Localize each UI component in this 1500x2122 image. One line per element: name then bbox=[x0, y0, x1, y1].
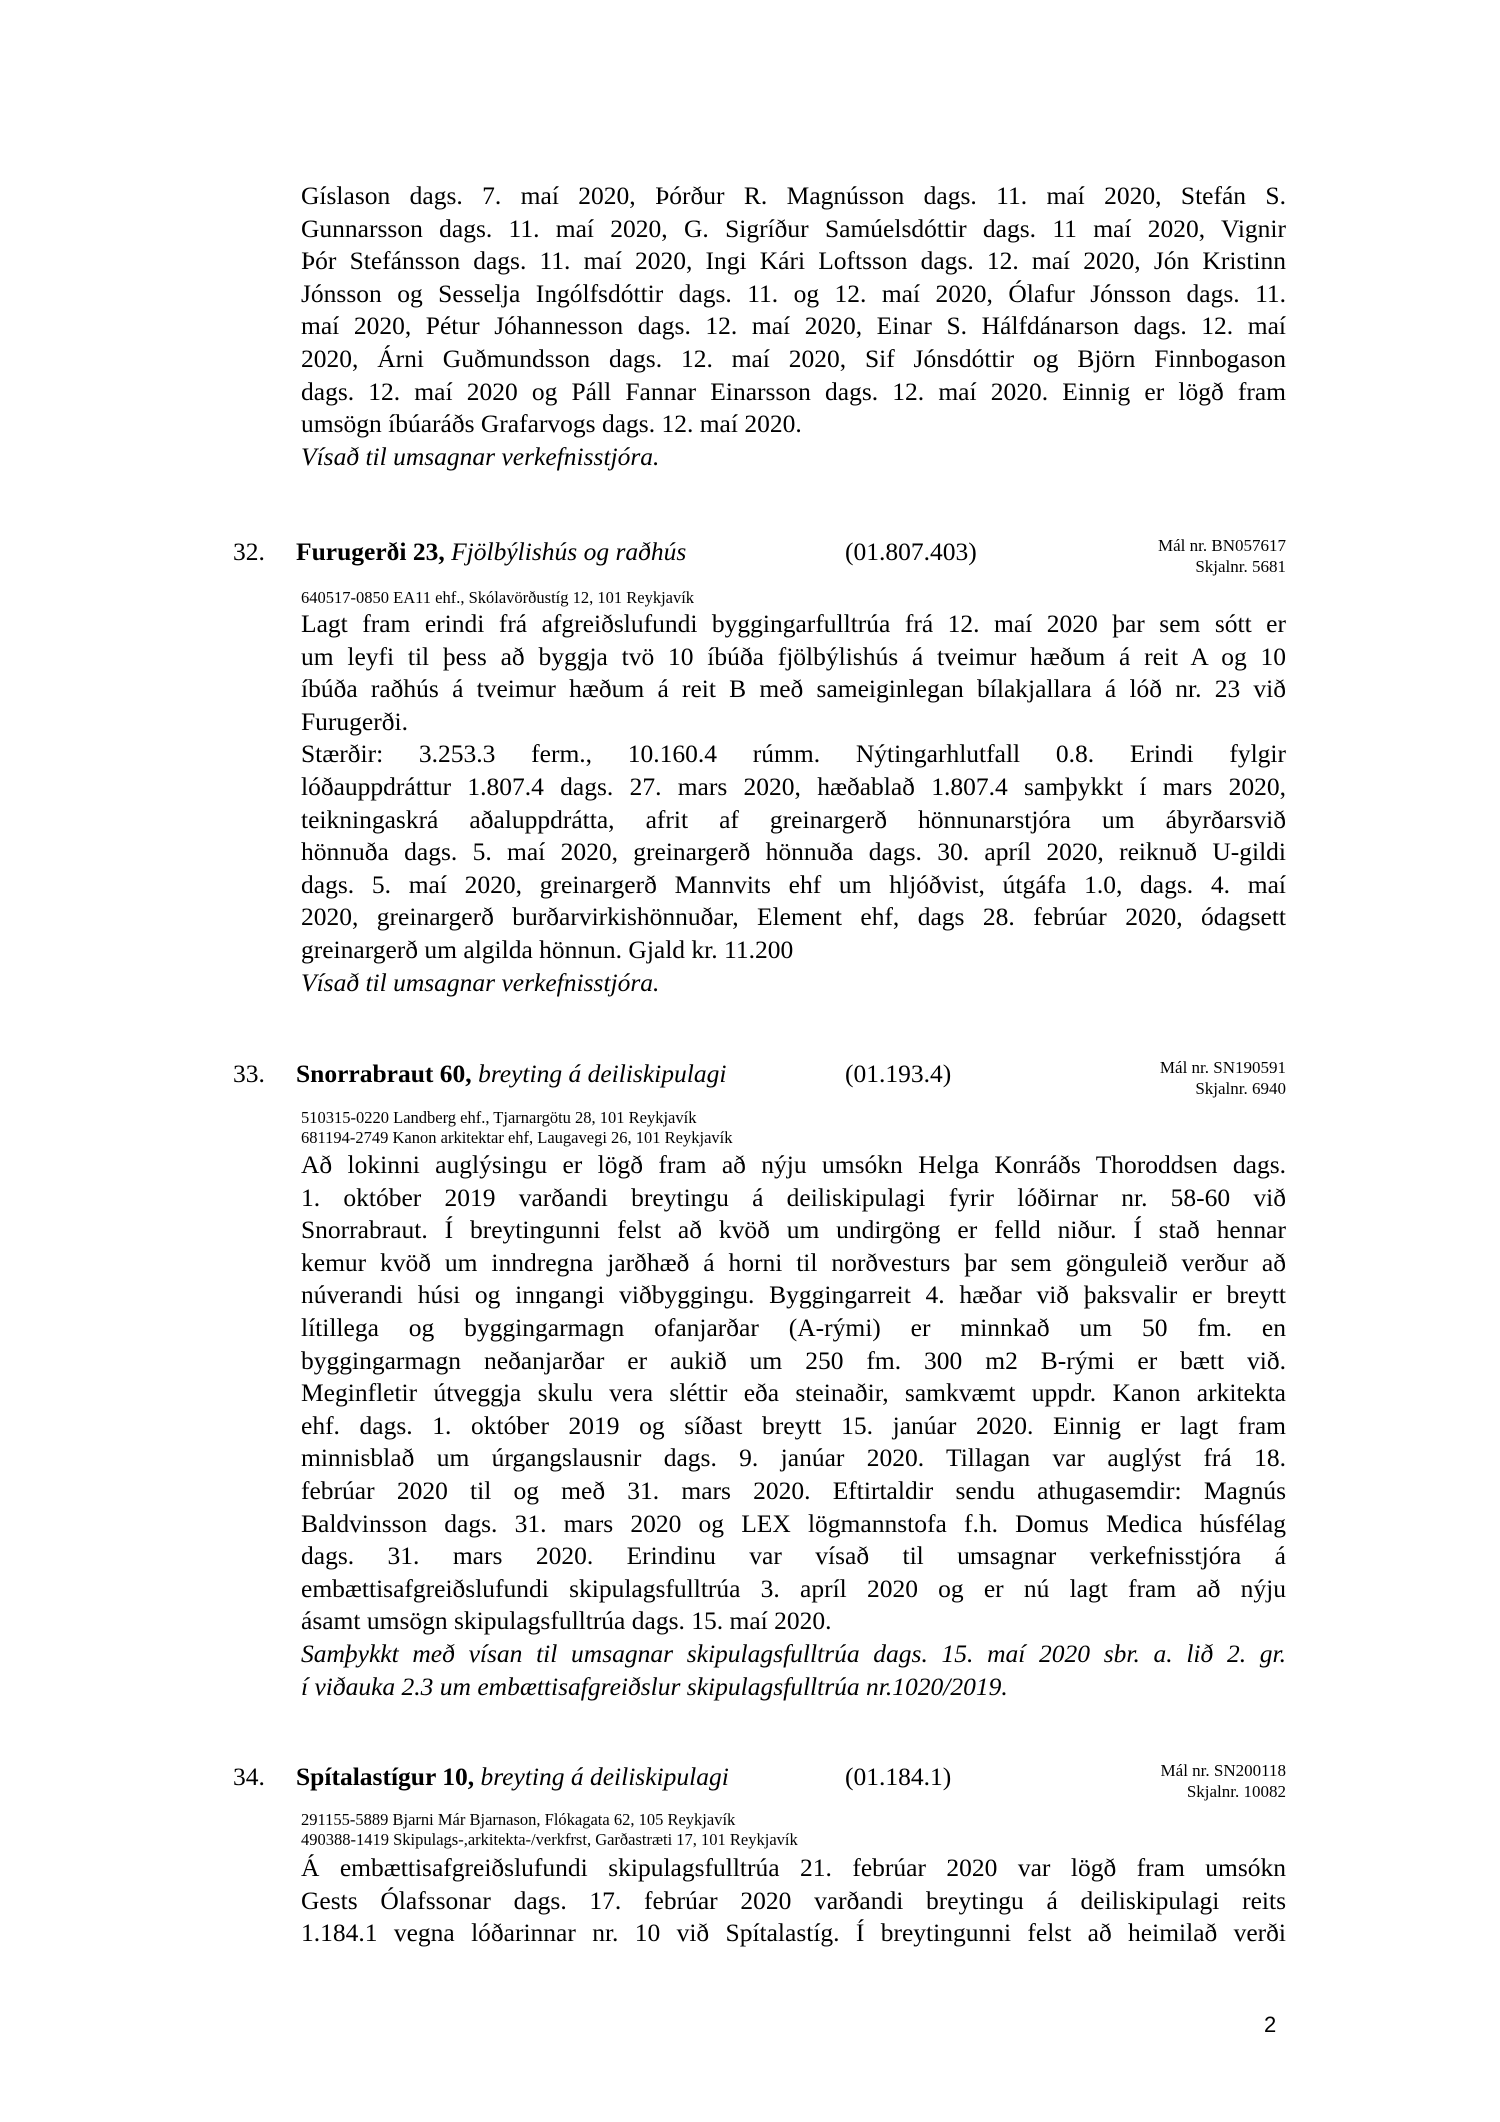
party-line: 291155-5889 Bjarni Már Bjarnason, Flókagata 62, 105 Reykjavík bbox=[301, 1810, 736, 1829]
text-line: umsögn íbúaráðs Grafarvogs dags. 12. maí 2020. bbox=[301, 409, 802, 439]
document-number-label: Skjalnr. 5681 bbox=[1195, 557, 1286, 576]
text-line: Gests Ólafssonar dags. 17. febrúar 2020 varðandi breytingu á deiliskipulagi reits bbox=[301, 1885, 1286, 1915]
party-line: 681194-2749 Kanon arkitektar ehf, Laugavegi 26, 101 Reykjavík bbox=[301, 1128, 733, 1147]
text-line: íbúða raðhús á tveimur hæðum á reit B með sameiginlegan bílakjallara á lóð nr. 23 við bbox=[301, 674, 1286, 704]
case-number: 34. bbox=[233, 1762, 265, 1791]
text-line: dags. 5. maí 2020, greinargerð Mannvits ehf um hljóðvist, útgáfa 1.0, dags. 4. maí bbox=[301, 869, 1286, 899]
case-number-label: Mál nr. SN190591 bbox=[1159, 1058, 1286, 1077]
text-line: ehf. dags. 1. október 2019 og síðast breytt 15. janúar 2020. Einnig er lagt fram bbox=[301, 1410, 1286, 1440]
text-line: Á embættisafgreiðslufundi skipulagsfulltrúa 21. febrúar 2020 var lögð fram umsókn bbox=[301, 1853, 1286, 1882]
intro-text bbox=[301, 180, 1286, 473]
case-title bbox=[296, 1059, 726, 1089]
page-number: 2 bbox=[1264, 2012, 1277, 2037]
document-number-label: Skjalnr. 10082 bbox=[1186, 1782, 1286, 1801]
decision-text: í viðauka 2.3 um embættisafgreiðslur skipulagsfulltrúa nr.1020/2019. bbox=[301, 1671, 1008, 1701]
text-line: byggingarmagn neðanjarðar er aukið um 250 fm. 300 m2 B-rými er bætt við. bbox=[301, 1345, 1286, 1375]
decision-text: Vísað til umsagnar verkefnisstjóra. bbox=[301, 967, 660, 997]
text-line: Þór Stefánsson dags. 11. maí 2020, Ingi Kári Loftsson dags. 12. maí 2020, Jón Kristinn bbox=[301, 246, 1286, 276]
case-body bbox=[301, 1852, 1286, 1950]
text-line: ásamt umsögn skipulagsfulltrúa dags. 15. maí 2020. bbox=[301, 1606, 832, 1636]
text-line: dags. 31. mars 2020. Erindinu var vísað til umsagnar verkefnisstjóra á bbox=[301, 1541, 1286, 1571]
case-number: 33. bbox=[233, 1059, 265, 1088]
text-line: Lagt fram erindi frá afgreiðslufundi byggingarfulltrúa frá 12. maí 2020 þar sem sótt er bbox=[301, 609, 1286, 638]
text-line: kemur kvöð um inndregna jarðhæð á horni til norðvesturs þar sem gönguleið verður að bbox=[301, 1247, 1286, 1277]
text-line: embættisafgreiðslufundi skipulagsfulltrúa 3. apríl 2020 og er nú lagt fram að nýju bbox=[301, 1573, 1286, 1603]
text-line: minnisblað um úrgangslausnir dags. 9. janúar 2020. Tillagan var auglýst frá 18. bbox=[301, 1443, 1286, 1473]
case-body-text bbox=[301, 608, 1286, 999]
text-line: Gunnarsson dags. 11. maí 2020, G. Sigríður Samúelsdóttir dags. 11 maí 2020, Vignir bbox=[301, 213, 1286, 243]
party-line: 490388-1419 Skipulags-,arkitekta-/verkfrst, Garðastræti 17, 101 Reykjavík bbox=[301, 1830, 798, 1849]
text-line: 2020, greinargerð burðarvirkishönnuðar, Element ehf, dags 28. febrúar 2020, ódagsett bbox=[301, 902, 1286, 932]
case-subject: breyting á deiliskipulagi bbox=[478, 1059, 727, 1088]
text-line: lóðauppdráttur 1.807.4 dags. 27. mars 2020, hæðablað 1.807.4 samþykkt í mars 2020, bbox=[301, 771, 1286, 801]
case-body bbox=[301, 1149, 1286, 1703]
case-title bbox=[296, 537, 686, 567]
case-reference: (01.184.1) bbox=[845, 1762, 952, 1791]
case-body-text bbox=[301, 1852, 1286, 1950]
case-body bbox=[301, 608, 1286, 999]
case-reference: (01.193.4) bbox=[845, 1059, 952, 1088]
case-meta bbox=[1158, 535, 1286, 577]
case-body-text bbox=[301, 1149, 1286, 1703]
text-line: teikningaskrá aðaluppdrátta, afrit af greinargerð hönnunarstjóra um ábyrðarsvið bbox=[301, 804, 1286, 834]
text-line: maí 2020, Pétur Jóhannesson dags. 12. maí 2020, Einar S. Hálfdánarson dags. 12. maí bbox=[301, 311, 1286, 341]
case-subject: breyting á deiliskipulagi bbox=[480, 1762, 729, 1791]
case-number-label: Mál nr. SN200118 bbox=[1160, 1761, 1286, 1780]
text-line: 1. október 2019 varðandi breytingu á deiliskipulagi fyrir lóðirnar nr. 58-60 við bbox=[301, 1182, 1286, 1212]
text-line: hönnuða dags. 5. maí 2020, greinargerð hönnuða dags. 30. apríl 2020, reiknuð U-gildi bbox=[301, 837, 1286, 867]
case-meta bbox=[1161, 1760, 1286, 1802]
text-line: Snorrabraut. Í breytingunni felst að kvöð um undirgöng er felld niður. Í stað hennar bbox=[301, 1215, 1286, 1245]
text-line: Gíslason dags. 7. maí 2020, Þórður R. Magnússon dags. 11. maí 2020, Stefán S. bbox=[301, 181, 1286, 210]
case-reference: (01.807.403) bbox=[845, 537, 977, 566]
case-subject: Fjölbýlishús og raðhús bbox=[451, 537, 687, 566]
text-line: núverandi húsi og inngangi viðbyggingu. Byggingarreit 4. hæðar við þaksvalir er breytt bbox=[301, 1280, 1286, 1310]
party-line: 510315-0220 Landberg ehf., Tjarnargötu 28, 101 Reykjavík bbox=[301, 1108, 697, 1127]
text-line: um leyfi til þess að byggja tvö 10 íbúða fjölbýlishús á tveimur hæðum á reit A og 10 bbox=[301, 641, 1286, 671]
text-line: dags. 12. maí 2020 og Páll Fannar Einarsson dags. 12. maí 2020. Einnig er lögð fram bbox=[301, 376, 1286, 406]
text-line: 2020, Árni Guðmundsson dags. 12. maí 2020, Sif Jónsdóttir og Björn Finnbogason bbox=[301, 343, 1286, 373]
case-address: Snorrabraut 60, bbox=[296, 1059, 472, 1088]
text-line: Baldvinsson dags. 31. mars 2020 og LEX lögmannstofa f.h. Domus Medica húsfélag bbox=[301, 1508, 1286, 1538]
text-line: Stærðir: 3.253.3 ferm., 10.160.4 rúmm. Nýtingarhlutfall 0.8. Erindi fylgir bbox=[301, 739, 1286, 769]
case-number: 32. bbox=[233, 537, 265, 566]
decision-text: Samþykkt með vísan til umsagnar skipulagsfulltrúa dags. 15. maí 2020 sbr. a. lið 2. gr. bbox=[301, 1638, 1286, 1668]
text-line: febrúar 2020 til og með 31. mars 2020. Eftirtaldir sendu athugasemdir: Magnús bbox=[301, 1475, 1286, 1505]
case-address: Spítalastígur 10, bbox=[296, 1762, 475, 1791]
party-line: 640517-0850 EA11 ehf., Skólavörðustíg 12, 101 Reykjavík bbox=[301, 588, 695, 607]
text-line: greinargerð um algilda hönnun. Gjald kr. 11.200 bbox=[301, 934, 794, 964]
case-parties bbox=[301, 588, 694, 608]
text-line: Meginfletir útveggja skulu vera sléttir eða steinaðir, samkvæmt uppdr. Kanon arkitekta bbox=[301, 1378, 1286, 1408]
intro-paragraph bbox=[301, 180, 1286, 473]
decision-text: Vísað til umsagnar verkefnisstjóra. bbox=[301, 441, 660, 471]
text-line: Að lokinni auglýsingu er lögð fram að nýju umsókn Helga Konráðs Thoroddsen dags. bbox=[301, 1150, 1286, 1179]
text-line: Furugerði. bbox=[301, 706, 408, 736]
case-meta bbox=[1160, 1057, 1286, 1099]
document-number-label: Skjalnr. 6940 bbox=[1195, 1079, 1286, 1098]
text-line: 1.184.1 vegna lóðarinnar nr. 10 við Spítalastíg. Í breytingunni felst að heimilað verði bbox=[301, 1918, 1286, 1948]
case-title bbox=[296, 1762, 729, 1792]
case-parties bbox=[301, 1108, 732, 1148]
text-line: Jónsson og Sesselja Ingólfsdóttir dags. 11. og 12. maí 2020, Ólafur Jónsson dags. 11. bbox=[301, 278, 1286, 308]
case-number-label: Mál nr. BN057617 bbox=[1158, 536, 1286, 555]
case-parties bbox=[301, 1810, 798, 1850]
text-line: lítillega og byggingarmagn ofanjarðar (A-rými) er minnkað um 50 fm. en bbox=[301, 1312, 1286, 1342]
case-address: Furugerði 23, bbox=[296, 537, 445, 566]
